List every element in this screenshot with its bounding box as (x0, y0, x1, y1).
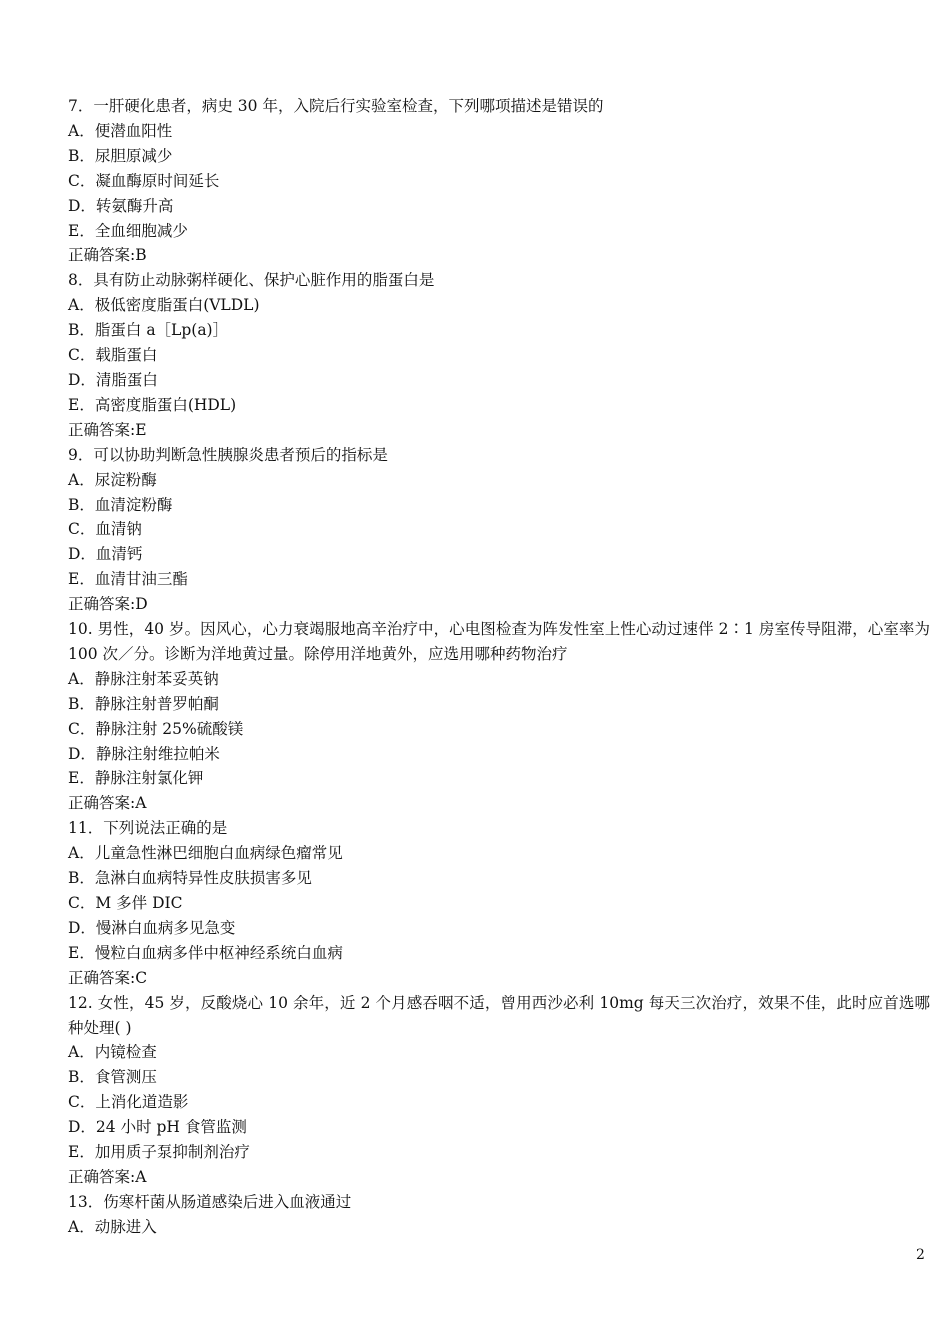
option-c: C．M 多伴 DIC (68, 894, 183, 912)
option-b: B．急淋白血病特异性皮肤损害多见 (68, 869, 312, 888)
option-e: E．慢粒白血病多伴中枢神经系统白血病 (68, 943, 343, 962)
option-a: A．动脉进入 (68, 1217, 157, 1236)
option-e: E．加用质子泵抑制剂治疗 (68, 1143, 250, 1162)
question-stem: 10. 男性，40 岁。因风心，心力衰竭服地高辛治疗中，心电图检查为阵发性室上性心动过速伴 2∶1 房室传导阻滞，心室率为 100 次／分。诊断为洋地黄过量。除停用洋地黄外，应选用哪种药物治疗 (68, 620, 930, 663)
correct-answer: 正确答案:C (68, 968, 148, 987)
option-c: C．凝血酶原时间延长 (68, 171, 220, 190)
question-stem: 12. 女性，45 岁，反酸烧心 10 余年，近 2 个月感吞咽不适，曾用西沙必利 10mg 每天三次治疗，效果不佳，此时应首选哪种处理( ) (68, 993, 930, 1037)
option-c: C．载脂蛋白 (68, 346, 158, 365)
question-7 (68, 94, 930, 268)
correct-answer: 正确答案:A (68, 1167, 147, 1186)
option-d: D．转氨酶升高 (68, 196, 174, 215)
question-13 (68, 1190, 930, 1240)
option-d: D．24 小时 pH 食管监测 (68, 1118, 247, 1137)
question-10 (68, 617, 930, 816)
question-stem: 11．下列说法正确的是 (68, 819, 228, 838)
option-a: A．静脉注射苯妥英钠 (68, 669, 219, 688)
option-d: D．清脂蛋白 (68, 370, 158, 389)
option-d: D．血清钙 (68, 545, 143, 564)
option-b: B．尿胆原减少 (68, 146, 173, 165)
option-a: A．尿淀粉酶 (68, 470, 157, 489)
option-b: B．脂蛋白 a［Lp(a)］ (68, 321, 229, 340)
option-e: E．静脉注射氯化钾 (68, 769, 204, 788)
option-b: B．血清淀粉酶 (68, 495, 173, 514)
question-stem: 7．一肝硬化患者，病史 30 年，入院后行实验室检查，下列哪项描述是错误的 (68, 97, 604, 115)
option-d: D．静脉注射维拉帕米 (68, 744, 220, 763)
option-d: D．慢淋白血病多见急变 (68, 918, 236, 937)
option-a: A．内镜检查 (68, 1043, 157, 1062)
option-a: A．便潜血阳性 (68, 121, 173, 140)
question-8 (68, 268, 930, 442)
correct-answer: 正确答案:D (68, 595, 148, 614)
option-c: C．静脉注射 25%硫酸镁 (68, 719, 244, 738)
question-stem: 13．伤寒杆菌从肠道感染后进入血液通过 (68, 1192, 352, 1211)
option-a: A．极低密度脂蛋白(VLDL) (68, 296, 260, 315)
question-12 (68, 991, 930, 1190)
correct-answer: 正确答案:B (68, 246, 147, 265)
correct-answer: 正确答案:A (68, 794, 147, 813)
option-b: B．静脉注射普罗帕酮 (68, 694, 219, 713)
option-a: A．儿童急性淋巴细胞白血病绿色瘤常见 (68, 844, 343, 863)
option-e: E．全血细胞减少 (68, 221, 188, 240)
page-number: 2 (916, 1247, 925, 1263)
option-e: E．高密度脂蛋白(HDL) (68, 395, 237, 414)
correct-answer: 正确答案:E (68, 420, 147, 439)
question-stem: 9．可以协助判断急性胰腺炎患者预后的指标是 (68, 445, 388, 464)
question-11 (68, 816, 930, 990)
option-e: E．血清甘油三酯 (68, 570, 188, 589)
question-9 (68, 443, 930, 617)
option-c: C．上消化道造影 (68, 1093, 189, 1112)
option-b: B．食管测压 (68, 1068, 157, 1087)
question-stem: 8．具有防止动脉粥样硬化、保护心脏作用的脂蛋白是 (68, 271, 435, 290)
document-body (68, 94, 930, 1240)
option-c: C．血清钠 (68, 520, 142, 539)
